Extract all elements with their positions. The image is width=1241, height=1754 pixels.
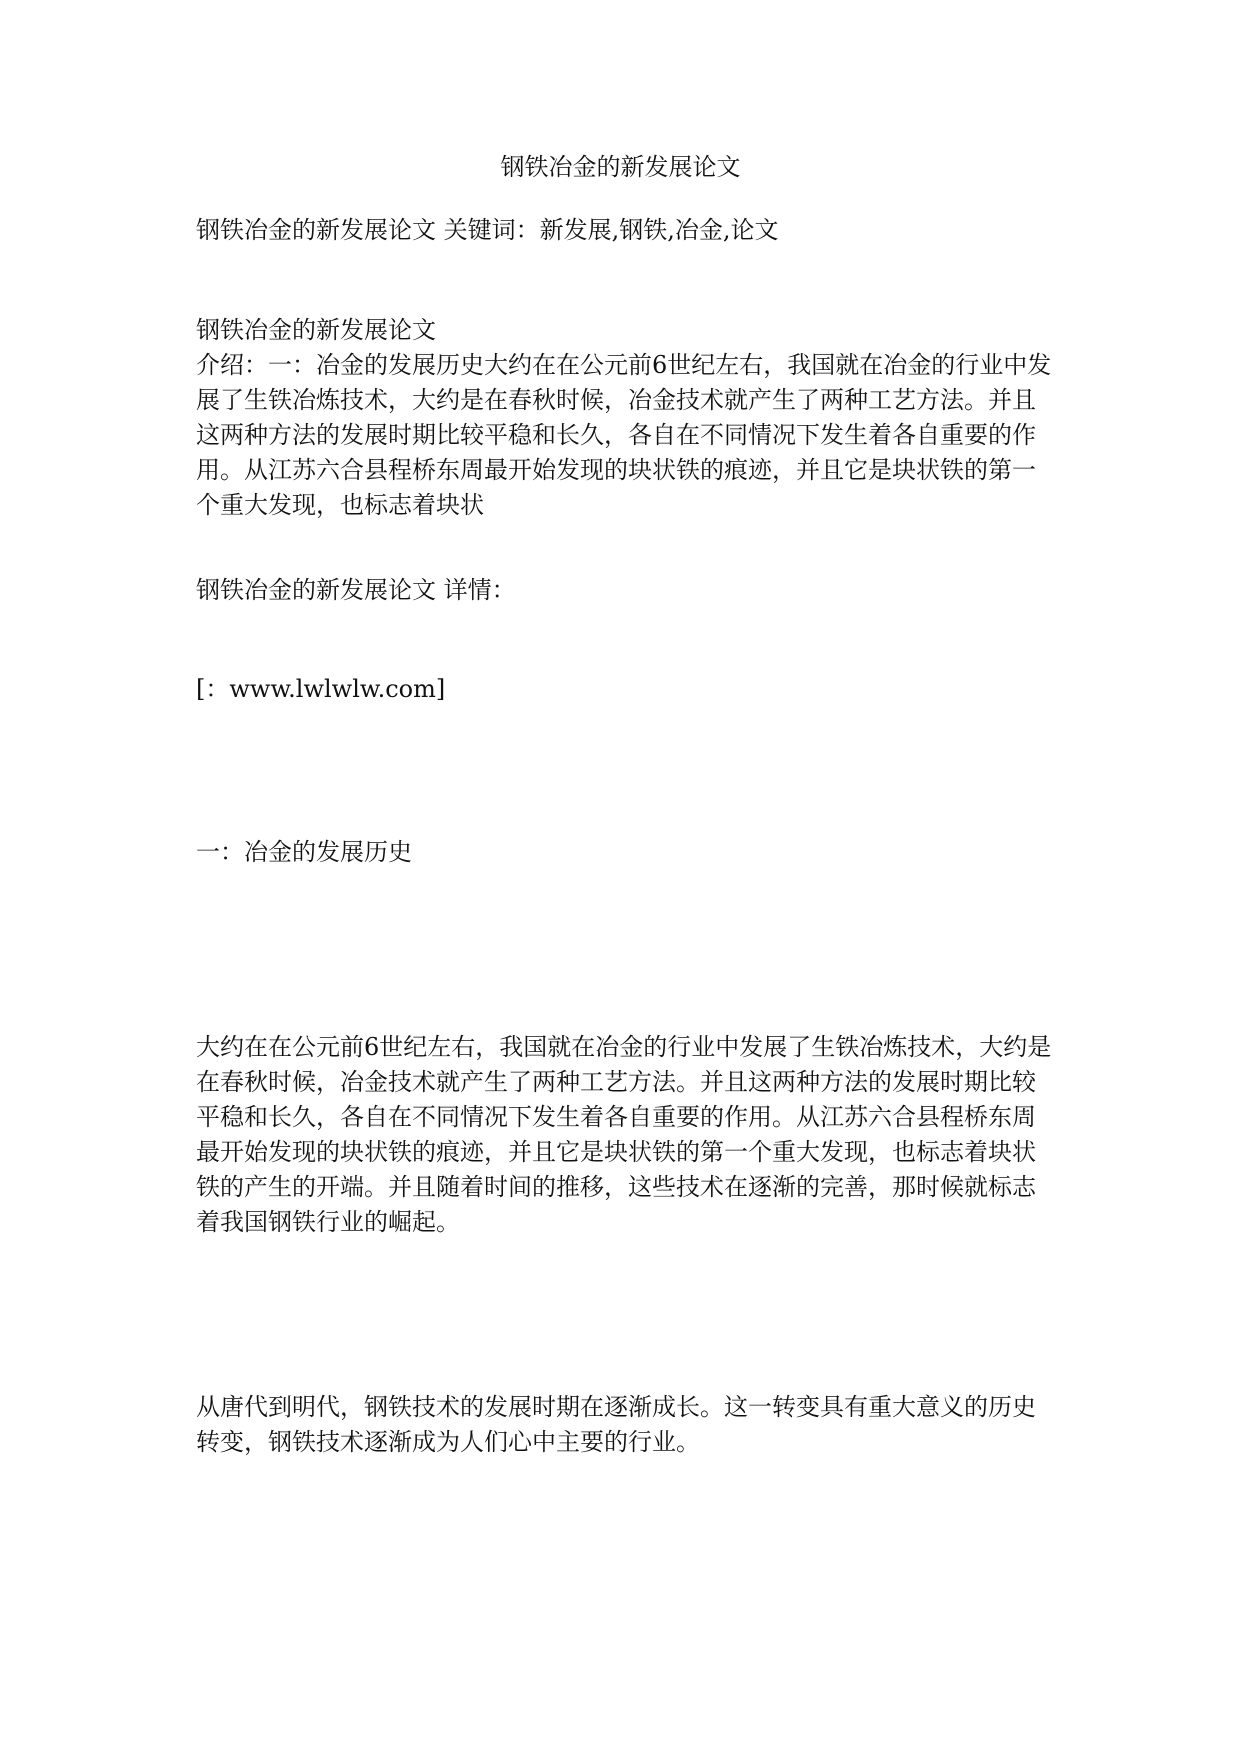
source-link[interactable]: [：www.lwlwlw.com] <box>196 675 446 703</box>
document-title: 钢铁冶金的新发展论文 <box>500 153 741 181</box>
paragraph-history: 大约在在公元前6世纪左右，我国就在冶金的行业中发展了生铁冶炼技术，大约是在春秋时候，冶金技术就产生了两种工艺方法。并且这两种方法的发展时期比较平稳和长久，各自在不同情况下发生着各自重要的作用。从江苏六合县程桥东周最开始发现的块状铁的痕迹，并且它是块状铁的第一个重大发现，也标志着块状铁的产生的开端。并且随着时间的推移，这些技术在逐渐的完善，那时候就标志着我国钢铁行业的崛起。 <box>196 1033 1052 1236</box>
section-heading: 一：冶金的发展历史 <box>196 838 412 866</box>
keywords-line: 钢铁冶金的新发展论文 关键词：新发展,钢铁,冶金,论文 <box>196 216 779 244</box>
intro-heading: 钢铁冶金的新发展论文 <box>196 316 436 344</box>
intro-text: 介绍：一：冶金的发展历史大约在在公元前6世纪左右，我国就在冶金的行业中发展了生铁冶炼技术，大约是在春秋时候，冶金技术就产生了两种工艺方法。并且这两种方法的发展时期比较平稳和长久，各自在不同情况下发生着各自重要的作用。从江苏六合县程桥东周最开始发现的块状铁的痕迹，并且它是块状铁的第一个重大发现，也标志着块状 <box>196 351 1052 519</box>
paragraph-tang-ming: 从唐代到明代，钢铁技术的发展时期在逐渐成长。这一转变具有重大意义的历史转变，钢铁技术逐渐成为人们心中主要的行业。 <box>196 1393 1036 1456</box>
details-line: 钢铁冶金的新发展论文 详情： <box>196 576 516 604</box>
